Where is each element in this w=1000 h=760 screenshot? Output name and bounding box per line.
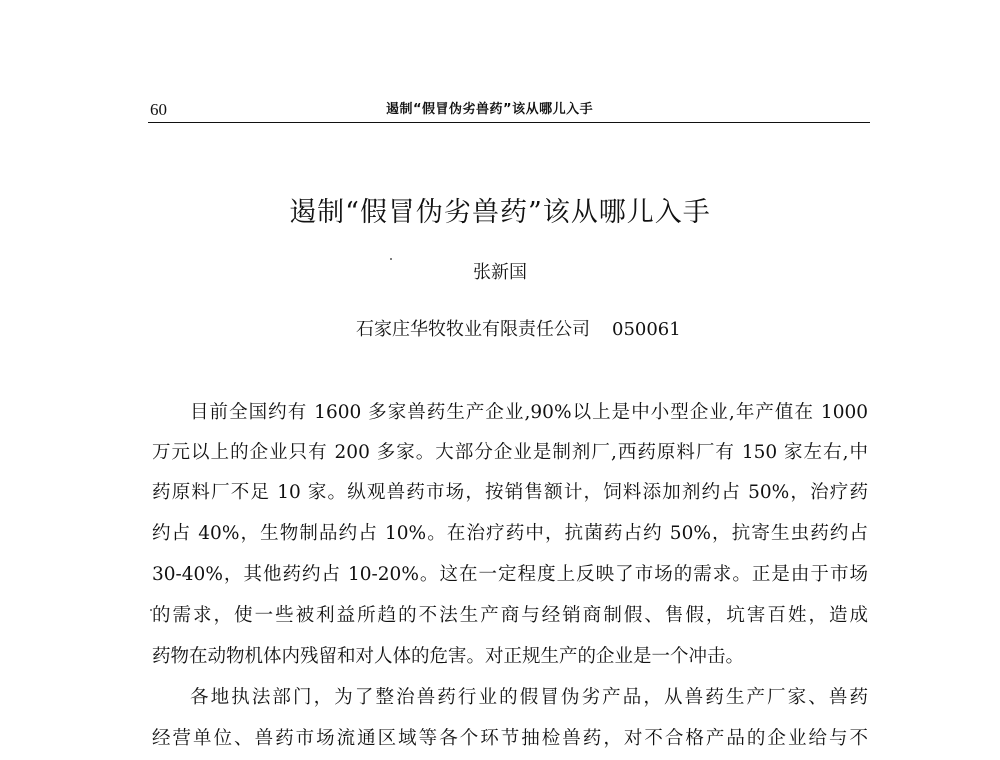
body-line: 经营单位、兽药市场流通区域等各个环节抽检兽药，对不合格产品的企业给与不 <box>152 728 868 749</box>
body-line: 药原料厂不足 10 家。纵观兽药市场，按销售额计，饲料添加剂约占 50%，治疗药 <box>152 482 868 503</box>
body-line: 30-40%，其他药约占 10-20%。这在一定程度上反映了市场的需求。正是由于市场 <box>152 564 868 585</box>
body-line: 目前全国约有 1600 多家兽药生产企业,90%以上是中小型企业,年产值在 1000 <box>190 402 868 423</box>
scan-speck <box>150 609 152 611</box>
running-header <box>148 96 870 123</box>
body-line: 的需求，使一些被利益所趋的不法生产商与经销商制假、售假，坑害百姓，造成 <box>152 605 868 626</box>
affiliation <box>356 315 681 341</box>
page-number: 60 <box>150 100 167 119</box>
body-line: 各地执法部门，为了整治兽药行业的假冒伪劣产品，从兽药生产厂家、兽药 <box>190 687 868 708</box>
body-line: 药物在动物机体内残留和对人体的危害。对正规生产的企业是一个冲击。 <box>152 646 745 667</box>
article-title: 遏制“假冒伪劣兽药”该从哪儿入手 <box>289 197 711 228</box>
body-line: 万元以上的企业只有 200 多家。大部分企业是制剂厂,西药原料厂有 150 家左右,中 <box>152 442 868 463</box>
running-title: 遏制“假冒伪劣兽药”该从哪儿入手 <box>386 102 594 117</box>
body-line: 约占 40%，生物制品约占 10%。在治疗药中，抗菌药占约 50%，抗寄生虫药约占 <box>152 523 868 544</box>
affiliation-postcode: 050061 <box>612 319 681 340</box>
author-name: 张新国 <box>473 262 527 283</box>
affiliation-name: 石家庄华牧牧业有限责任公司 <box>356 319 590 340</box>
